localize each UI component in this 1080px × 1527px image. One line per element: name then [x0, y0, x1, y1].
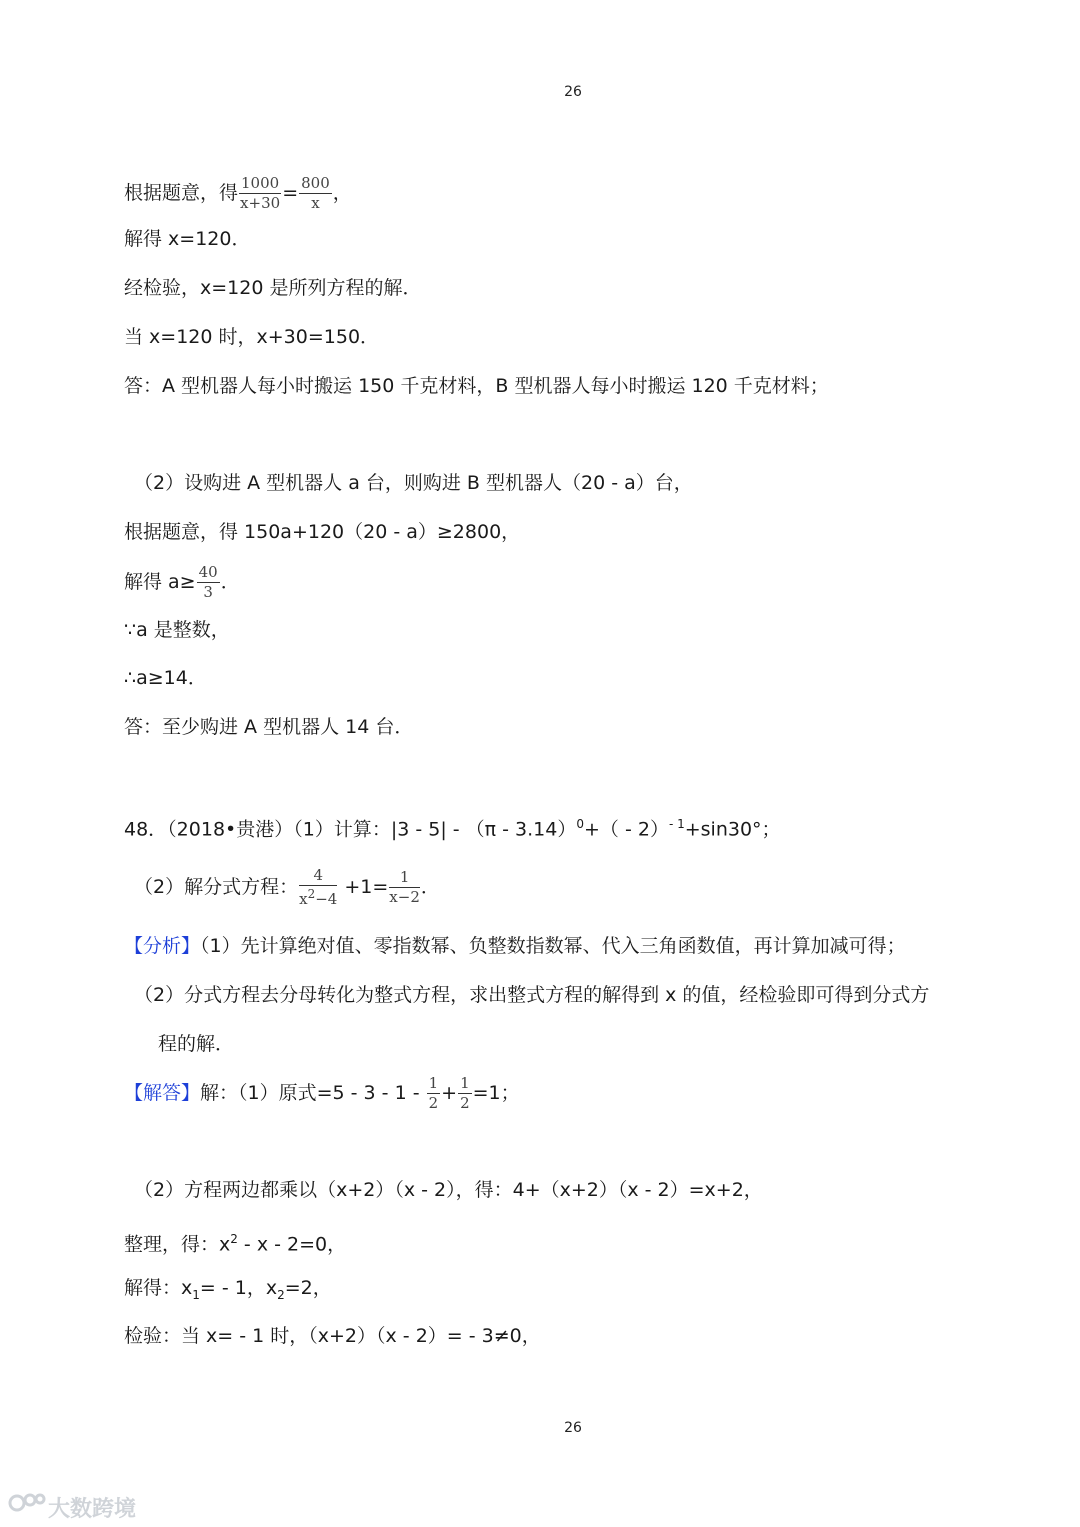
- watermark: 大数跨境: [8, 1490, 136, 1523]
- solution-line-2: （2）方程两边都乘以（x+2）（x - 2），得：4+（x+2）（x - 2）=x+2，: [134, 1179, 763, 1201]
- solution-tag: 【解答】: [124, 1082, 201, 1104]
- fraction-4-over-x2-4: $\frac{4}{x^2-4}$: [299, 866, 338, 908]
- analysis-line-1: 【分析】（1）先计算绝对值、零指数幂、负整数指数幂、代入三角函数值，再计算加减可得；: [124, 935, 906, 957]
- fraction-1-over-2-a: $\frac{1}{2}$: [428, 1074, 439, 1112]
- line-answer-2: 答：至少购进 A 型机器人 14 台．: [124, 716, 414, 738]
- line-therefore: ∴a≥14．: [124, 667, 207, 689]
- line-check-x: 经检验，x=120 是所列方程的解．: [124, 277, 422, 299]
- solution-line-4: 解得：$x_1= - 1$，$x_2=2$，: [124, 1277, 332, 1302]
- problem-48-part2: （2）解分式方程： $\frac{4}{x^2-4}$ +1= $\frac{1}{x-2}$ ．: [134, 866, 440, 908]
- problem-48-title: 48．（2018•贵港）（1）计算：|3 - 5| - （π - 3.14）$^0$+（ - 2）$^{- 1}$+sin30°；: [124, 817, 781, 841]
- fraction-800-over-x: $\frac{800}{x}$: [301, 174, 330, 212]
- line-solve-a: 解得 a≥ $\frac{40}{3}$ ．: [124, 563, 240, 601]
- solution-line-5: 检验：当 x= - 1 时，（x+2）（x - 2）= - 3≠0，: [124, 1325, 541, 1347]
- solution-line-1: 【解答】解：（1）原式=5 - 3 - 1 - $\frac{1}{2}$ + $\frac{1}{2}$ =1；: [124, 1074, 520, 1112]
- line-answer-1: 答：A 型机器人每小时搬运 150 千克材料，B 型机器人每小时搬运 120 千克材料；: [124, 375, 829, 397]
- line-when-x: 当 x=120 时，x+30=150．: [124, 326, 380, 348]
- solution-line-3: 整理，得：$x^2 - x - 2=0$，: [124, 1232, 347, 1256]
- line-solve-x: 解得 x=120．: [124, 228, 251, 250]
- line-because: ∵a 是整数，: [124, 619, 230, 641]
- page-number-bottom: 26: [564, 1420, 582, 1436]
- page-number-top: 26: [564, 84, 582, 100]
- line-inequality: 根据题意，得 150a+120（20 - a）≥2800，: [124, 521, 521, 543]
- line-part2-setup: （2）设购进 A 型机器人 a 台，则购进 B 型机器人（20 - a）台，: [134, 472, 693, 494]
- fraction-1-over-x-2: $\frac{1}{x-2}$: [389, 868, 420, 906]
- watermark-logo-icon: [8, 1490, 48, 1522]
- fraction-1-over-2-b: $\frac{1}{2}$: [460, 1074, 470, 1112]
- fraction-40-over-3: $\frac{40}{3}$: [198, 563, 218, 601]
- analysis-tag: 【分析】: [124, 935, 201, 957]
- analysis-line-2: （2）分式方程去分母转化为整式方程，求出整式方程的解得到 x 的值，经检验即可得到分式方: [134, 984, 930, 1006]
- line-equation-setup: 根据题意，得 $\frac{1000}{x+30}$ = $\frac{800}{x}$ ，: [124, 174, 352, 212]
- fraction-1000-over-x30: $\frac{1000}{x+30}$: [240, 174, 281, 212]
- analysis-line-3: 程的解．: [158, 1033, 235, 1055]
